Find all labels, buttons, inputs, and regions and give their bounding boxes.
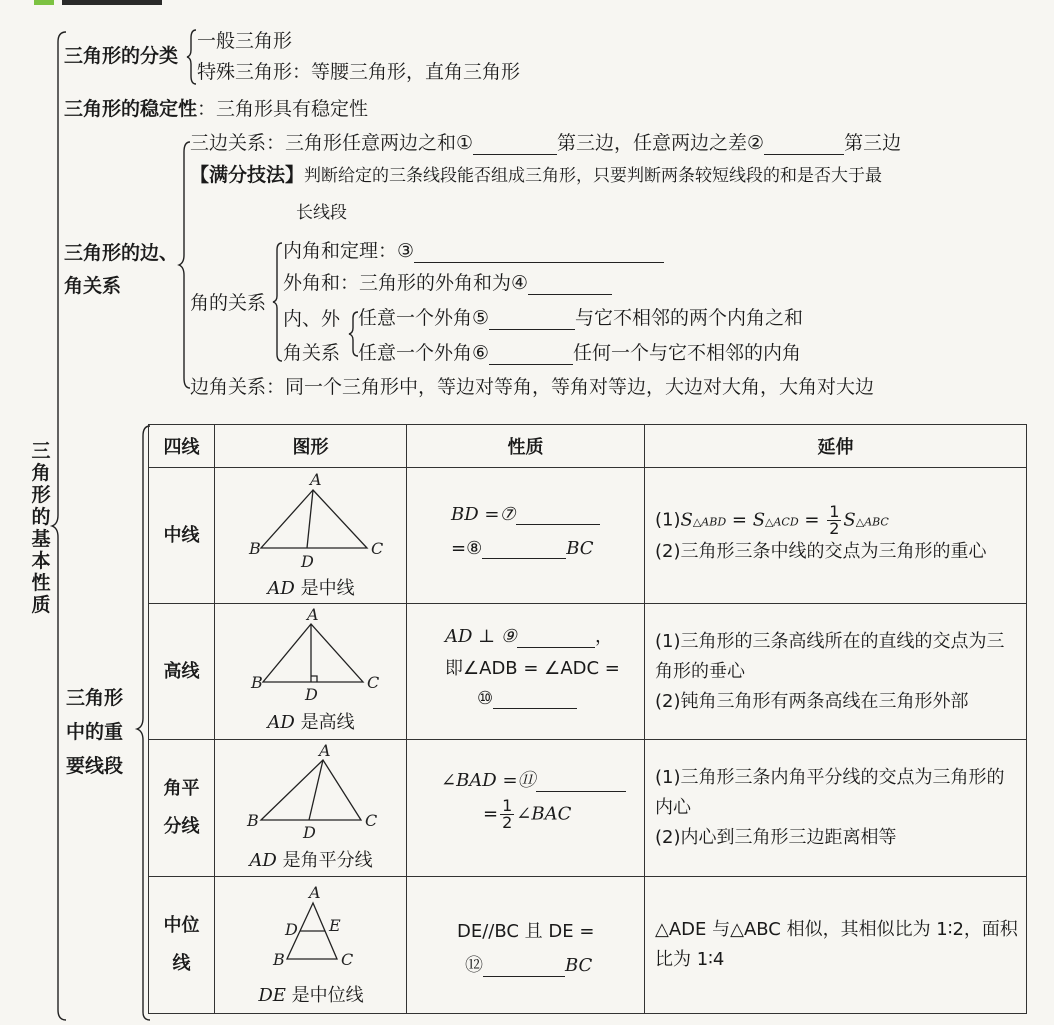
midline-caption-text: 是中位线	[285, 985, 364, 1006]
right-angle-mark	[311, 676, 317, 682]
midline-prop-2-prefix: ⑫	[465, 955, 483, 976]
altitude-ext-1: (1)三角形的三条高线所在的直线的交点为三角形的垂心	[655, 630, 1005, 682]
point-b: B	[251, 673, 263, 692]
point-d: D	[301, 552, 314, 571]
inner-outer-label-1: 内、外	[283, 308, 341, 330]
row-name-midline	[149, 877, 215, 1014]
interior-sum-text: 内角和定理：③	[283, 240, 415, 262]
row-name-median	[149, 468, 215, 604]
table-row-bisector	[149, 740, 1027, 877]
midline-prop-2	[465, 951, 592, 977]
bisector-ext-2: (2)内心到三角形三边距离相等	[655, 827, 897, 848]
altitude-prop-1	[445, 622, 613, 648]
bisector-prop-2-suffix: ∠BAC	[516, 803, 572, 825]
blank-5	[489, 310, 575, 330]
row-name-altitude	[149, 604, 215, 740]
point-d: D	[303, 823, 316, 842]
point-d: D	[305, 685, 318, 704]
median-ext-1-prefix: (1)	[655, 509, 681, 531]
rule-5-suffix: 与它不相邻的两个内角之和	[575, 307, 804, 329]
bisector-prop-2	[483, 798, 571, 831]
angle-label: 角的关系	[190, 292, 267, 314]
figure-cell-bisector	[215, 740, 407, 877]
segments-label-line-3: 要线段	[66, 755, 124, 777]
header-four-lines: 四线	[149, 425, 215, 468]
property-cell-altitude	[407, 604, 645, 740]
blank-12	[483, 957, 565, 977]
classification-label: 三角形的分类	[64, 45, 179, 67]
row-name-bisector	[149, 740, 215, 877]
altitude-triangle	[263, 624, 363, 682]
table-row-altitude	[149, 604, 1027, 740]
midline-caption-var: DE	[258, 985, 286, 1006]
extension-cell-bisector	[645, 740, 1027, 877]
median-caption	[215, 574, 407, 600]
blank-10	[493, 689, 577, 709]
segments-label	[66, 681, 123, 783]
median-ext-1-frac	[827, 501, 841, 538]
point-c: C	[367, 673, 380, 692]
property-cell-median	[407, 468, 645, 604]
blank-11	[536, 772, 626, 792]
row-name-midline-line-2: 线	[172, 953, 191, 974]
median-ext-1-num: 1	[829, 501, 840, 521]
bisector-prop-2-prefix: =	[483, 803, 499, 825]
median-prop-2	[451, 538, 594, 559]
classification-item-2: 特殊三角形：等腰三角形，直角三角形	[197, 61, 521, 83]
rule-6-prefix: 任意一个外角⑥	[358, 342, 490, 364]
median-ext-1-eq1: =	[726, 509, 753, 531]
extension-cell-median	[645, 468, 1027, 604]
side-relation-suffix: 第三边	[844, 132, 902, 154]
inner-outer-bracket	[349, 312, 358, 356]
extension-cell-altitude	[645, 604, 1027, 740]
point-c: C	[341, 950, 354, 969]
table-header-row	[149, 425, 1027, 468]
property-cell-bisector	[407, 740, 645, 877]
tip-line-1: 判断给定的三条线段能否组成三角形，只要判断两条较短线段的和是否大于最	[304, 166, 883, 186]
stability-row	[64, 97, 368, 121]
altitude-caption-var: AD	[267, 712, 295, 733]
point-a: A	[319, 741, 331, 760]
property-cell-midline	[407, 877, 645, 1014]
side-angle-relation: 边角关系：同一个三角形中，等边对等角，等角对等边，大边对大角，大角对大边	[190, 376, 875, 398]
figure-cell-midline	[215, 877, 407, 1014]
row-name-midline-line-1: 中位	[163, 915, 200, 936]
median-extension	[645, 502, 1026, 570]
header-extension: 延伸	[645, 425, 1027, 468]
altitude-prop-3	[477, 688, 577, 709]
point-c: C	[365, 811, 378, 830]
header-property: 性质	[407, 425, 645, 468]
exterior-sum-text: 外角和：三角形的外角和为④	[283, 272, 529, 294]
side-relation-row	[190, 131, 901, 155]
table-row-median	[149, 468, 1027, 604]
blank-3	[414, 243, 664, 263]
median-prop-1	[451, 504, 600, 525]
bisector-prop-2-num: 1	[502, 796, 513, 815]
altitude-prop-1-comma: ，	[594, 626, 613, 647]
median-ext-1-sub3: △ABC	[855, 515, 889, 529]
figure-cell-median	[215, 468, 407, 604]
midline-prop-2-suffix: BC	[565, 955, 593, 976]
median-prop-2-prefix: =⑧	[451, 538, 483, 559]
bisector-caption-var: AD	[249, 850, 277, 871]
median-prop-2-suffix: BC	[566, 538, 594, 559]
exterior-sum-row	[283, 271, 612, 295]
side-angle-label-1: 三角形的边、	[64, 242, 179, 264]
bisector-caption-text: 是角平分线	[276, 850, 373, 871]
row-name-altitude-text: 高线	[163, 660, 200, 682]
median-ext-1	[655, 501, 1020, 538]
row-name-bisector-line-1: 角平	[163, 778, 200, 799]
rule-5-row	[358, 306, 803, 330]
rule-5-prefix: 任意一个外角⑤	[358, 307, 490, 329]
extension-cell-midline	[645, 877, 1027, 1014]
tip-row	[190, 163, 882, 188]
side-relation-prefix: 三边关系：三角形任意两边之和①	[190, 132, 474, 154]
blank-9	[517, 628, 595, 648]
segments-table	[148, 424, 1027, 1014]
row-name-median-text: 中线	[163, 524, 200, 546]
vertical-title: 三角形的基本性质	[31, 440, 51, 616]
stability-label: 三角形的稳定性	[64, 98, 198, 120]
midline-caption	[215, 981, 407, 1007]
point-b: B	[273, 950, 285, 969]
bisector-prop-1	[441, 766, 626, 792]
interior-sum-row	[283, 239, 664, 263]
side-angle-bracket	[179, 142, 190, 388]
header-figure: 图形	[215, 425, 407, 468]
midline-prop-1: DE//BC 且 DE =	[457, 921, 595, 942]
blank-6	[489, 345, 573, 365]
bisector-prop-2-den: 2	[502, 813, 513, 832]
point-c: C	[371, 539, 384, 558]
point-b: B	[247, 811, 259, 830]
median-ext-1-den: 2	[829, 518, 840, 538]
classification-bracket	[187, 30, 196, 84]
blank-2	[764, 135, 844, 155]
altitude-ext-2: (2)钝角三角形有两条高线在三角形外部	[655, 690, 969, 712]
blank-8	[482, 539, 566, 559]
blank-7	[516, 505, 600, 525]
point-e: E	[329, 916, 341, 935]
blank-1	[473, 135, 557, 155]
bisector-prop-2-frac	[500, 798, 514, 831]
median-caption-text: 是中线	[294, 578, 355, 599]
median-line	[307, 490, 313, 548]
rule-6-suffix: 任何一个与它不相邻的内角	[573, 342, 802, 364]
median-ext-2: (2)三角形三条中线的交点为三角形的重心	[655, 541, 987, 563]
point-d: D	[285, 920, 298, 939]
altitude-prop-2: 即∠ADB = ∠ADC =	[445, 658, 620, 679]
stability-text: ：三角形具有稳定性	[197, 98, 369, 120]
midline-ext-1: △ADE 与△ABC 相似，其相似比为 1∶2，面积比为 1∶4	[655, 919, 1018, 970]
bisector-caption	[215, 846, 407, 872]
median-ext-1-sub2: △ACD	[765, 515, 799, 529]
bisector-prop-1-text: ∠BAD =⑪	[441, 770, 536, 791]
bisector-line	[309, 760, 323, 820]
point-a: A	[307, 605, 319, 624]
classification-item-1: 一般三角形	[197, 30, 293, 52]
angle-bracket	[273, 243, 282, 361]
median-ext-1-s1: S	[680, 509, 693, 531]
tip-line-2: 长线段	[296, 203, 347, 223]
median-ext-1-sub1: △ABD	[692, 515, 727, 529]
inner-outer-label-2: 角关系	[283, 342, 341, 364]
median-caption-var: AD	[267, 578, 295, 599]
side-relation-middle: 第三边，任意两边之差②	[557, 132, 765, 154]
bisector-ext-1: (1)三角形三条内角平分线的交点为三角形的内心	[655, 767, 1005, 818]
tip-tag: 【满分技法】	[190, 164, 305, 186]
point-a: A	[309, 883, 321, 902]
median-triangle	[261, 490, 367, 548]
median-prop-1-text: BD =⑦	[451, 504, 516, 525]
median-ext-1-eq2: =	[798, 509, 826, 531]
altitude-prop-1-text: AD ⊥ ⑨	[445, 626, 517, 647]
row-name-bisector-line-2: 分线	[163, 816, 200, 837]
side-angle-label-2: 角关系	[64, 275, 122, 297]
figure-cell-altitude	[215, 604, 407, 740]
point-b: B	[249, 539, 261, 558]
outer-bracket	[52, 32, 66, 1020]
median-ext-1-s2: S	[752, 509, 766, 531]
midline-extension	[645, 913, 1026, 977]
altitude-extension	[645, 625, 1026, 719]
rule-6-row	[358, 341, 801, 365]
altitude-caption	[215, 708, 407, 734]
segments-label-line-2: 中的重	[66, 721, 124, 743]
segments-label-line-1: 三角形	[66, 687, 124, 709]
altitude-prop-3-text: ⑩	[477, 688, 494, 709]
altitude-caption-text: 是高线	[294, 712, 355, 733]
table-row-midline	[149, 877, 1027, 1014]
point-a: A	[310, 470, 322, 489]
blank-4	[528, 275, 612, 295]
median-ext-1-s3: S	[843, 509, 856, 531]
bisector-extension	[645, 761, 1026, 855]
